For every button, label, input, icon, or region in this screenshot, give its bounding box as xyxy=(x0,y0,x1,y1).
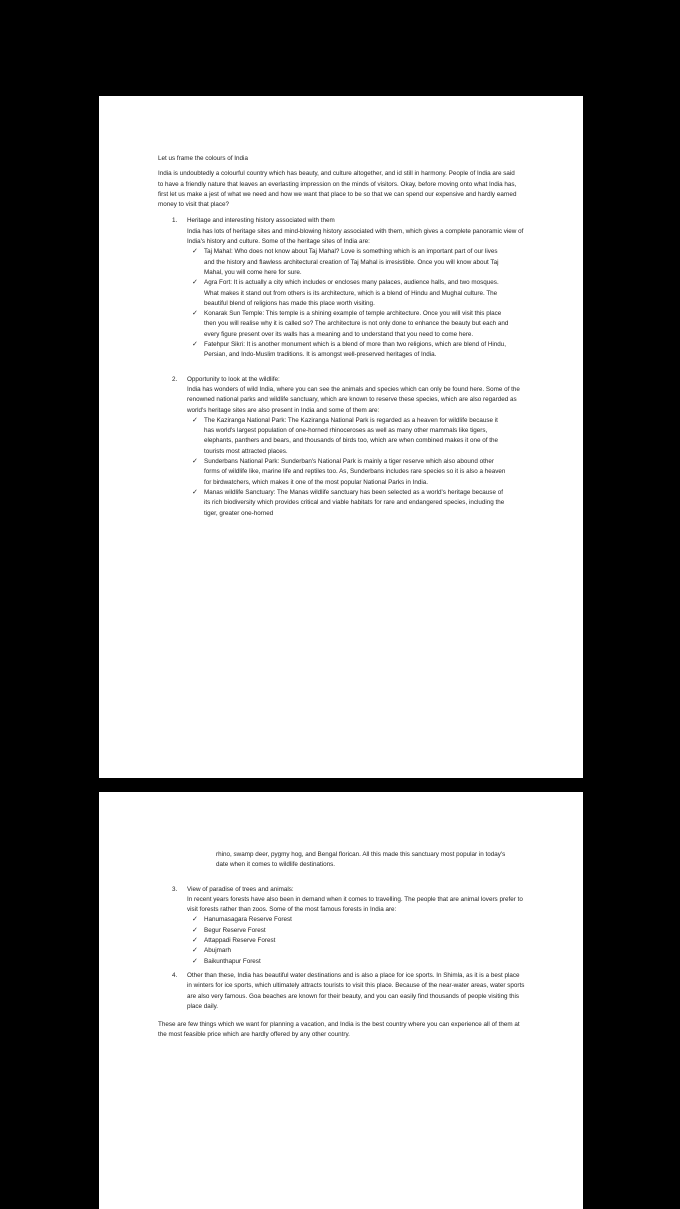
section-number: 2. xyxy=(172,375,178,383)
checkmark-icon: ✓ xyxy=(192,341,198,349)
list-item: ✓ Fatehpur Sikri: It is another monument which is a blend of more than two religions, which are blend of Hindu, Persian, and Indo-Muslim traditions. It is amongst well-preserved heritages of India. xyxy=(192,341,507,359)
section-number: 1. xyxy=(172,217,178,225)
checkmark-icon: ✓ xyxy=(192,488,198,496)
document-page-1 xyxy=(99,96,583,778)
intro-paragraph: India is undoubtedly a colourful country which has beauty, and culture altogether, and id still in harmony. People of India are said to have a friendly nature that leaves an everlasting impression on the minds of visitors. Okay, before moving onto what India has, first let us make a jest of what we need and how we want that place to be so that we can spend our expensive and hardly earned money to visit that place? xyxy=(158,170,517,209)
document-page-2 xyxy=(99,792,583,1209)
section-wildlife xyxy=(158,375,526,519)
section-number: 4. xyxy=(172,971,178,979)
section-heading: Heritage and interesting history associated with them xyxy=(187,217,335,225)
list-item: ✓ Sunderbans National Park: Sunderban's National Park is mainly a tiger reserve which also abound other forms of wildlife like, marine life and reptiles too. As, Sunderbans includes rare species so it is also a heaven for birdwatchers, which makes it one of the most popular National Parks in India. xyxy=(192,458,506,486)
checkmark-icon: ✓ xyxy=(192,248,198,256)
continuation-text: rhino, swamp deer, pygmy hog, and Bengal florican. All this made this sanctuary most popular in today's date when it comes to wildlife destinations. xyxy=(216,851,506,869)
conclusion-paragraph: These are few things which we want for planning a vacation, and India is the best country where you can experience all of them at the most feasible price which are hardly offered by any other country. xyxy=(158,1021,520,1039)
list-item: ✓ Agra Fort: It is actually a city which includes or encloses many palaces, audience halls, and two mosques. What makes it stand out from others is its architecture, which is a blend of Hindu and Mughal culture. The beautiful blend of religions has made this place worth visiting. xyxy=(192,279,499,307)
checkmark-icon: ✓ xyxy=(192,916,198,924)
wildlife-list xyxy=(187,416,509,519)
list-item: ✓ Attappadi Reserve Forest xyxy=(187,936,526,946)
list-item: ✓ Taj Mahal: Who does not know about Taj Mahal? Love is something which is an important part of our lives and the history and flawless architectural creation of Taj Mahal is irresistible. Once you will know about Taj Mahal, you will come here for sure. xyxy=(192,248,499,276)
checkmark-icon: ✓ xyxy=(192,458,198,466)
list-item: ✓ Abujmarh xyxy=(187,946,526,956)
section-heading: View of paradise of trees and animals: xyxy=(187,885,294,893)
list-item: ✓ Manas wildlife Sanctuary: The Manas wildlife sanctuary has been selected as a world's heritage because of its rich biodiversity which provides critical and viable habitats for rare and endangered species, including the tiger, greater one-horned xyxy=(192,488,505,517)
heritage-list xyxy=(187,247,509,360)
checkmark-icon: ✓ xyxy=(192,937,198,945)
section-water-destinations xyxy=(158,971,526,1012)
section-body: In recent years forests have also been in demand when it comes to travelling. The people that are animal lovers prefer to visit forests rather than zoos. Some of the most famous forests in India are: xyxy=(187,895,523,914)
list-item: ✓ Begur Reserve Forest xyxy=(187,926,526,936)
section-body: Other than these, India has beautiful water destinations and is also a place for ice sports. In Shimla, as it is a best place in winters for ice sports, which ultimately attracts tourists to visit this place. Because of the near-water areas, water sports are also very famous. Goa beaches are known for their beauty, and you can easily find thousands of people visiting this place daily. xyxy=(187,971,525,1010)
checkmark-icon: ✓ xyxy=(192,947,198,955)
forest-list xyxy=(187,915,526,966)
document-title: Let us frame the colours of India xyxy=(158,155,248,162)
section-body: India has lots of heritage sites and mind-blowing history associated with them, which gives a complete panoramic view of India's history and culture. Some of the heritage sites of India are: xyxy=(187,227,524,246)
list-item: ✓ The Kaziranga National Park: The Kaziranga National Park is regarded as a heaven for wildlife because it has world's largest population of one-horned rhinoceroses as well as many other mammals like tigers, elephants, panthers and bears, and thousands of birds too, which are when combined makes it one of the tourists most attracted places. xyxy=(192,416,499,455)
checkmark-icon: ✓ xyxy=(192,310,198,318)
list-item: ✓ Baikunthapur Forest xyxy=(187,957,526,967)
section-heading: Opportunity to look at the wildlife: xyxy=(187,375,280,383)
page-2-content xyxy=(158,850,526,1041)
checkmark-icon: ✓ xyxy=(192,416,198,424)
checkmark-icon: ✓ xyxy=(192,279,198,287)
page-1-content xyxy=(158,154,526,523)
checkmark-icon: ✓ xyxy=(192,926,198,934)
section-heritage xyxy=(158,216,526,360)
section-body: India has wonders of wild India, where you can see the animals and species which can only be found here. Some of the renowned national parks and wildlife sanctuary, which are known to reserve these species, which are also regarded as world's heritage sites are also present in India and some of them are: xyxy=(187,385,520,414)
section-forests xyxy=(158,885,526,967)
list-item: ✓ Hanumasagara Reserve Forest xyxy=(187,915,526,925)
list-item: ✓ Konarak Sun Temple: This temple is a shining example of temple architecture. Once you will visit this place then you will realise why it is called so? The architecture is not only done to enhance the beauty but each and every figure present over its walls has a meaning and to understand that you need to come here. xyxy=(192,310,509,338)
checkmark-icon: ✓ xyxy=(192,957,198,965)
section-number: 3. xyxy=(172,885,178,893)
